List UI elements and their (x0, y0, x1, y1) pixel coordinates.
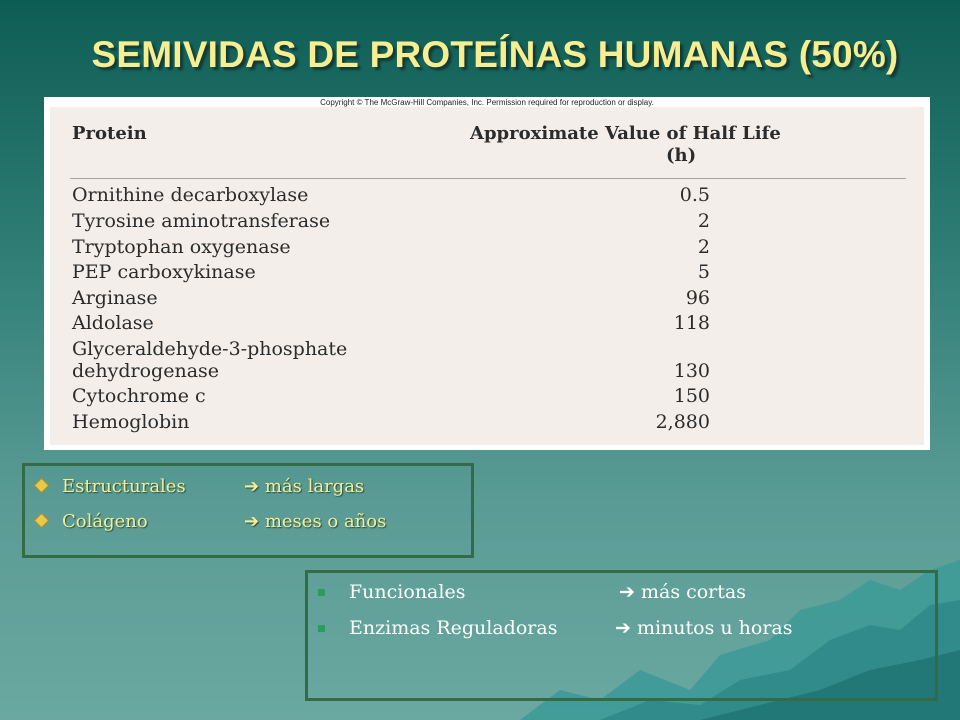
structural-proteins-box (22, 463, 474, 558)
header-half-life-label: Approximate Value of Half Life (470, 123, 781, 144)
item-text: meses o años (264, 511, 387, 532)
half-life-table (50, 107, 924, 445)
half-life-value: 2 (697, 210, 710, 232)
protein-name: Arginase (72, 287, 158, 309)
protein-name: Tyrosine aminotransferase (72, 210, 331, 232)
diamond-bullet-icon (35, 479, 48, 492)
functional-proteins-box (305, 570, 938, 701)
item-label: Estructurales (62, 476, 186, 497)
protein-name: Glyceraldehyde-3-phosphate (72, 338, 348, 360)
protein-name: Aldolase (72, 312, 154, 334)
item-label: Enzimas Reguladoras (349, 617, 558, 639)
item-label: Funcionales (349, 581, 466, 603)
list-item (318, 581, 746, 603)
half-life-value: 5 (697, 261, 710, 283)
protein-name: PEP carboxykinase (72, 261, 256, 283)
half-life-value: 2,880 (655, 411, 710, 433)
copyright-notice: Copyright © The McGraw-Hill Companies, Inc. Permission required for reproduction or display. (320, 98, 654, 107)
protein-name-continued: dehydrogenase (72, 360, 220, 382)
half-life-value: 130 (673, 360, 710, 382)
slide-title: SEMIVIDAS DE PROTEÍNAS HUMANAS (50%) (91, 34, 899, 75)
square-bullet-icon (318, 625, 325, 632)
diamond-bullet-icon (35, 514, 48, 527)
arrow-right-icon: ➔ (244, 511, 260, 532)
header-rule (70, 178, 906, 179)
arrow-right-icon: ➔ (619, 581, 635, 603)
item-label: Colágeno (62, 511, 148, 532)
table-image-panel (44, 97, 930, 450)
arrow-right-icon: ➔ (244, 476, 260, 497)
item-text: más largas (264, 476, 365, 497)
half-life-value: 118 (673, 312, 710, 334)
half-life-value: 150 (673, 385, 710, 407)
item-text: minutos u horas (636, 617, 793, 639)
square-bullet-icon (318, 589, 325, 596)
list-item (318, 617, 793, 639)
protein-name: Tryptophan oxygenase (72, 236, 291, 258)
protein-name: Ornithine decarboxylase (72, 184, 309, 206)
half-life-value: 0.5 (679, 184, 710, 206)
header-unit: (h) (666, 145, 697, 166)
list-item (37, 511, 386, 532)
item-text: más cortas (640, 581, 746, 603)
half-life-value: 96 (685, 287, 710, 309)
protein-name: Hemoglobin (72, 411, 190, 433)
header-protein: Protein (72, 123, 147, 144)
half-life-value: 2 (697, 236, 710, 258)
protein-name: Cytochrome c (72, 385, 206, 407)
arrow-right-icon: ➔ (615, 617, 631, 639)
list-item (37, 476, 364, 497)
header-half-life (470, 123, 910, 167)
